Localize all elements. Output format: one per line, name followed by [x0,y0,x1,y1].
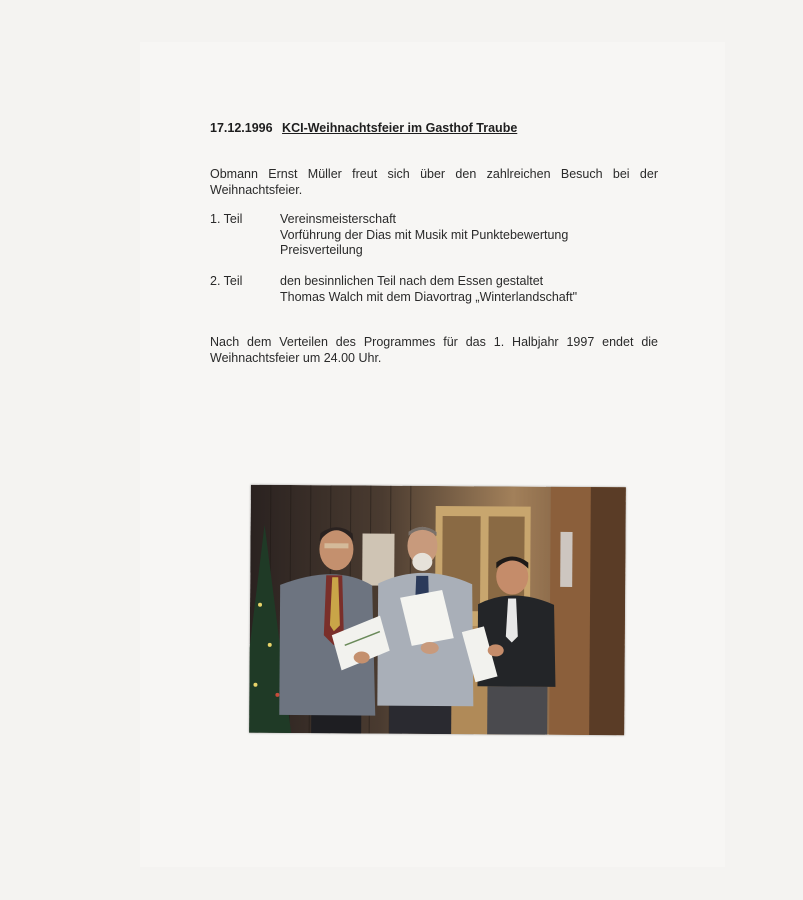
event-title: KCI-Weihnachtsfeier im Gasthof Traube [282,121,518,135]
part-line: Vereinsmeisterschaft [280,212,397,226]
page-sheet [140,42,725,867]
part-line: den besinnlichen Teil nach dem Essen gestaltet [280,274,544,288]
intro-paragraph: Obmann Ernst Müller freut sich über den zahlreichen Besuch bei der Weihnachtsfeier. [210,167,658,197]
part-label: 1. Teil [210,212,243,226]
event-photo [249,485,626,736]
part-label: 2. Teil [210,274,243,288]
event-date: 17.12.1996 [210,121,273,135]
part-line: Vorführung der Dias mit Musik mit Punktebewertung [280,227,569,242]
closing-paragraph: Nach dem Verteilen des Programmes für das 1. Halbjahr 1997 endet die Weihnachtsfeier um 24.00 Uhr. [210,335,658,365]
part-line: Thomas Walch mit dem Diavortrag „Winterlandschaft" [280,289,578,304]
page-heading [210,121,517,135]
part-line: Preisverteilung [280,243,363,257]
